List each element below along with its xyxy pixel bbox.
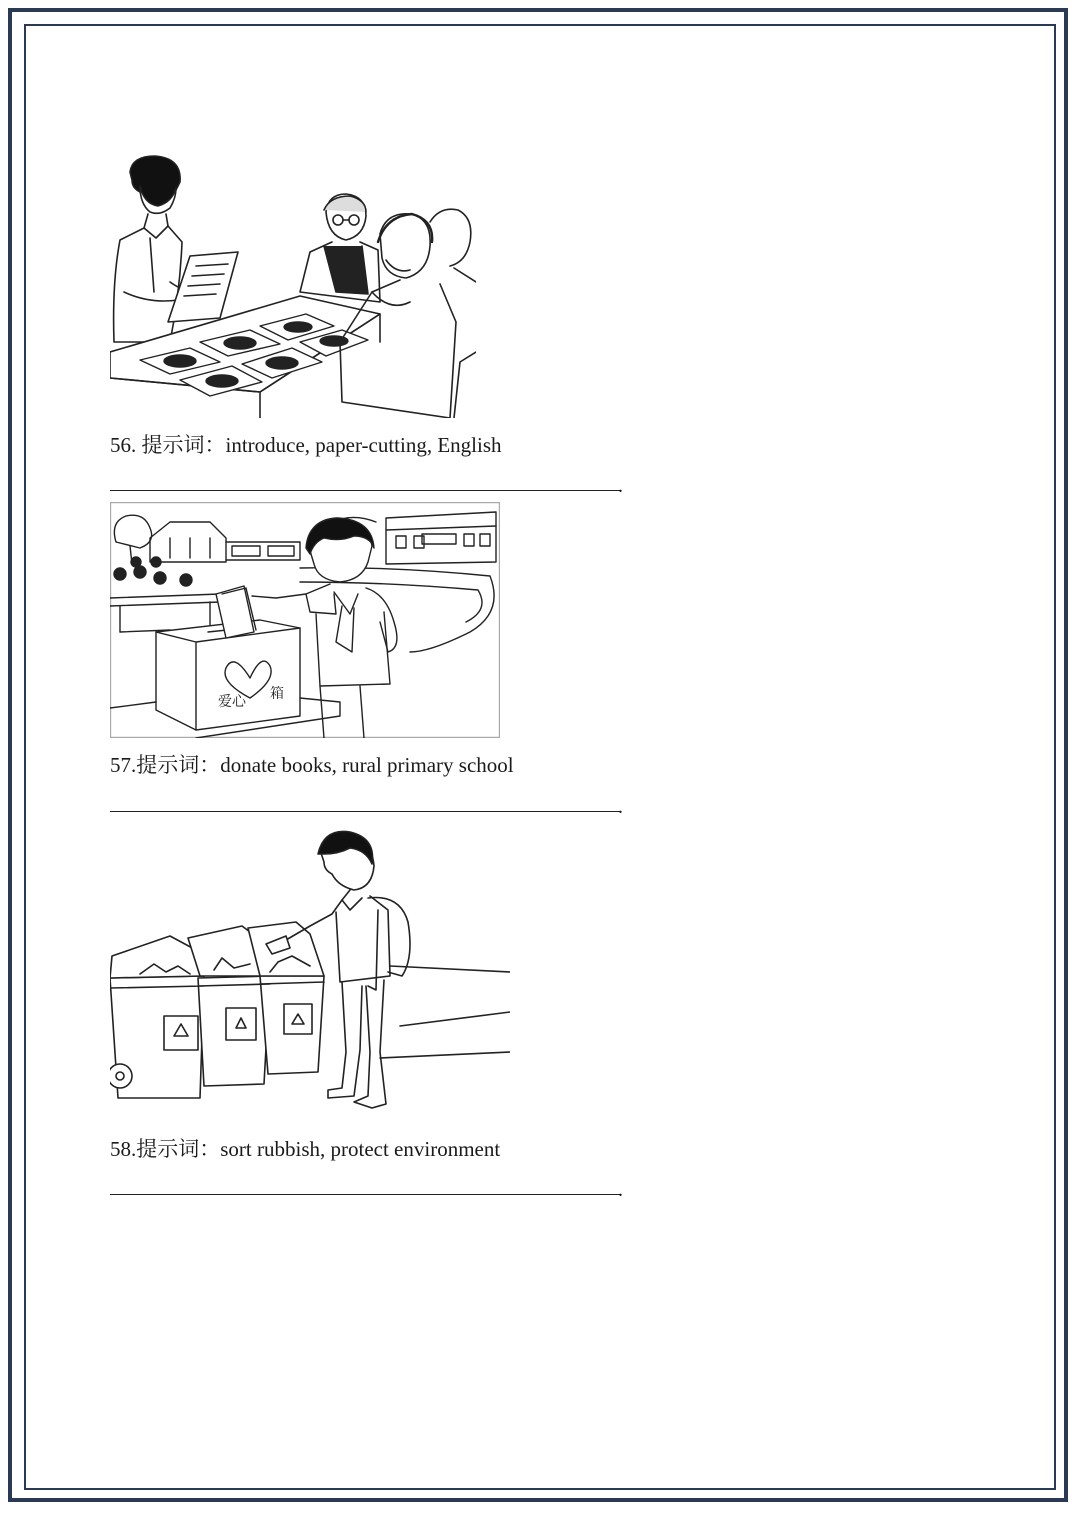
hint-keywords: introduce, paper-cutting, English (225, 433, 502, 457)
hint-label: 提示词： (136, 1137, 221, 1161)
question-number: 58. (110, 1137, 137, 1161)
answer-line-56[interactable] (110, 490, 620, 491)
box-label-right: 箱 (270, 686, 284, 702)
hint-label: 提示词： (141, 433, 226, 457)
answer-line-58[interactable] (110, 1194, 620, 1195)
illustration-sort-rubbish (110, 826, 510, 1118)
box-label-left: 爱心 (218, 694, 246, 710)
question-58-prompt (110, 1136, 500, 1162)
answer-period: . (618, 796, 623, 818)
hint-label: 提示词： (136, 753, 221, 777)
illustration-donate-books (110, 502, 500, 738)
hint-keywords: donate books, rural primary school (220, 753, 514, 777)
answer-period: . (618, 475, 623, 497)
question-57-prompt (110, 752, 514, 778)
answer-line-57[interactable] (110, 811, 620, 812)
question-number: 56. (110, 433, 137, 457)
illustration-paper-cutting (110, 142, 476, 418)
question-number: 57. (110, 753, 137, 777)
hint-keywords: sort rubbish, protect environment (220, 1137, 501, 1161)
question-56-prompt (110, 432, 502, 458)
answer-period: . (618, 1179, 623, 1201)
